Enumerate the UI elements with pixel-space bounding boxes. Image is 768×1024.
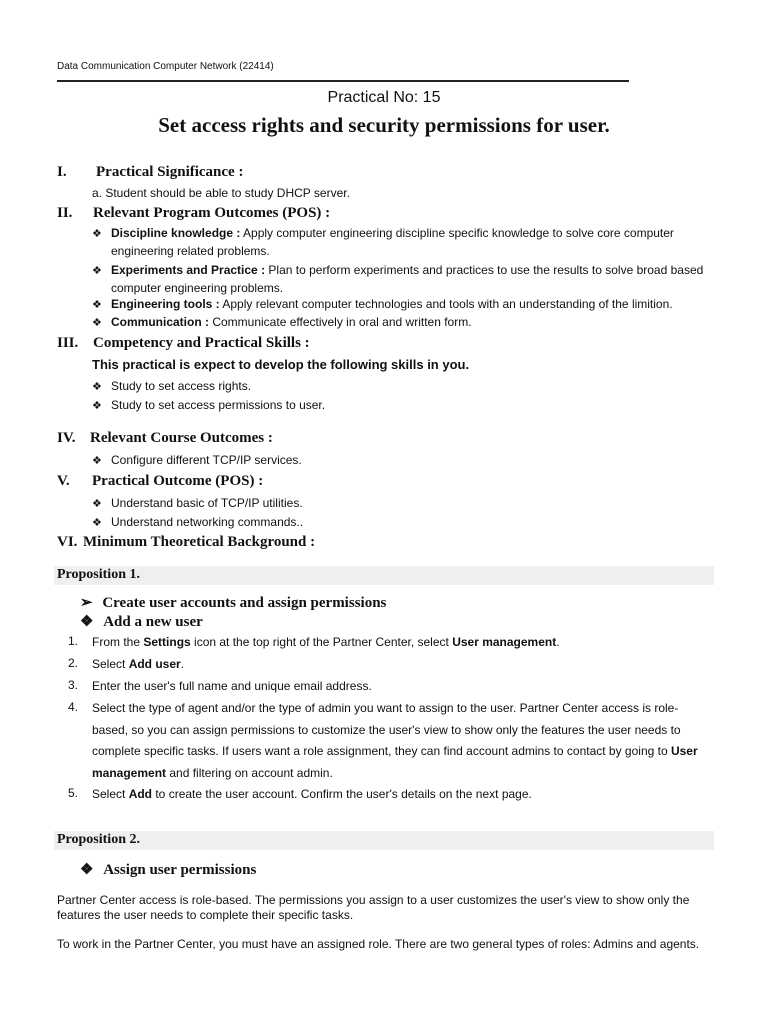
diamond-bullet-icon: ❖ xyxy=(92,299,102,311)
heading-text: Assign user permissions xyxy=(103,862,257,878)
skill-item: Study to set access permissions to user. xyxy=(111,398,326,412)
step-text: Select Add to create the user account. Confirm the user's details on the next page. xyxy=(92,787,532,801)
diamond-bullet-icon: ❖ xyxy=(92,498,102,510)
pos-item-label: Engineering tools : xyxy=(111,297,220,311)
pos-item-label: Experiments and Practice : xyxy=(111,263,266,277)
diamond-bullet-icon: ❖ xyxy=(92,228,102,240)
pos-item-text: Plan to perform experiments and practices to use the results to solve broad based computer engineering problems. xyxy=(111,263,704,295)
diamond-bullet-icon: ❖ xyxy=(92,317,102,329)
practical-outcome-item: Understand basic of TCP/IP utilities. xyxy=(111,496,303,510)
practical-number: Practical No: 15 xyxy=(327,89,441,106)
pos-item-text: Apply relevant computer technologies and tools with an understanding of the limition. xyxy=(219,297,673,311)
page-title: Set access rights and security permissions for user. xyxy=(158,113,610,137)
assign-permissions-heading xyxy=(80,860,256,879)
section-2-number: II. xyxy=(57,205,73,221)
practical-outcome-item: Understand networking commands.. xyxy=(111,515,304,529)
heading-text: Create user accounts and assign permissions xyxy=(102,595,387,611)
section-6-title: Minimum Theoretical Background : xyxy=(83,534,316,550)
pos-item xyxy=(111,295,711,313)
pos-item-text: Communicate effectively in oral and written form. xyxy=(209,315,472,329)
section-1-title: Practical Significance : xyxy=(96,164,244,180)
proposition-1-label: Proposition 1. xyxy=(57,567,140,582)
step-number: 2. xyxy=(68,656,79,670)
step-text: Enter the user's full name and unique email address. xyxy=(92,679,372,693)
proposition-1-heading xyxy=(80,593,386,612)
step-number: 1. xyxy=(68,634,79,648)
paragraph: To work in the Partner Center, you must have an assigned role. There are two general types of roles: Admins and agents. xyxy=(57,937,700,951)
section-2-title: Relevant Program Outcomes (POS) : xyxy=(93,205,331,221)
section-5-number: V. xyxy=(57,473,70,489)
skill-item: Study to set access rights. xyxy=(111,379,252,393)
step-number: 4. xyxy=(68,700,79,714)
section-1-text: a. Student should be able to study DHCP server. xyxy=(92,186,350,200)
diamond-bullet-icon: ❖ xyxy=(92,265,102,277)
diamond-bullet-icon: ❖ xyxy=(92,455,102,467)
step-text: Select the type of agent and/or the type of admin you want to assign to the user. Partner Center access is role-based, so you can assign permissions to customize the user's view to show only the features the user needs to complete specific tasks. If users want a role assignment, they can find account admins to contact by going to User management and filtering on account admin. xyxy=(92,701,698,780)
section-4-title: Relevant Course Outcomes : xyxy=(90,430,273,446)
pos-item xyxy=(111,224,711,260)
proposition-2-band xyxy=(54,831,714,850)
header-divider xyxy=(57,80,629,82)
step-number: 3. xyxy=(68,678,79,692)
section-3-title: Competency and Practical Skills : xyxy=(93,335,310,351)
diamond-bullet-icon: ❖ xyxy=(80,614,94,630)
diamond-bullet-icon: ❖ xyxy=(92,400,102,412)
step-text: From the Settings icon at the top right of the Partner Center, select User management. xyxy=(92,635,560,649)
section-1-number: I. xyxy=(57,164,67,180)
section-3-intro: This practical is expect to develop the following skills in you. xyxy=(92,357,470,372)
section-5-title: Practical Outcome (POS) : xyxy=(92,473,264,489)
pos-item xyxy=(111,313,711,331)
diamond-bullet-icon: ❖ xyxy=(92,517,102,529)
heading-text: Add a new user xyxy=(103,614,203,630)
header-course: Data Communication Computer Network (22414) xyxy=(57,61,274,72)
diamond-bullet-icon: ❖ xyxy=(80,862,94,878)
proposition-1-band xyxy=(54,566,714,585)
pos-item-label: Communication : xyxy=(111,315,209,329)
section-3-number: III. xyxy=(57,335,79,351)
diamond-bullet-icon: ❖ xyxy=(92,381,102,393)
add-user-heading xyxy=(80,612,203,631)
step-number: 5. xyxy=(68,786,79,800)
pos-item-label: Discipline knowledge : xyxy=(111,226,241,240)
course-outcome-item: Configure different TCP/IP services. xyxy=(111,453,302,467)
step-text: Select Add user. xyxy=(92,657,185,671)
pos-item xyxy=(111,261,711,297)
arrow-bullet-icon: ➢ xyxy=(80,595,93,611)
paragraph: Partner Center access is role-based. The permissions you assign to a user customizes the user's view to show only the features the user needs to complete their specific tasks. xyxy=(57,893,690,922)
pos-item-text: Apply computer engineering discipline specific knowledge to solve core computer engineering related problems. xyxy=(111,226,674,258)
section-6-number: VI. xyxy=(57,534,78,550)
proposition-2-label: Proposition 2. xyxy=(57,832,140,847)
section-4-number: IV. xyxy=(57,430,76,446)
